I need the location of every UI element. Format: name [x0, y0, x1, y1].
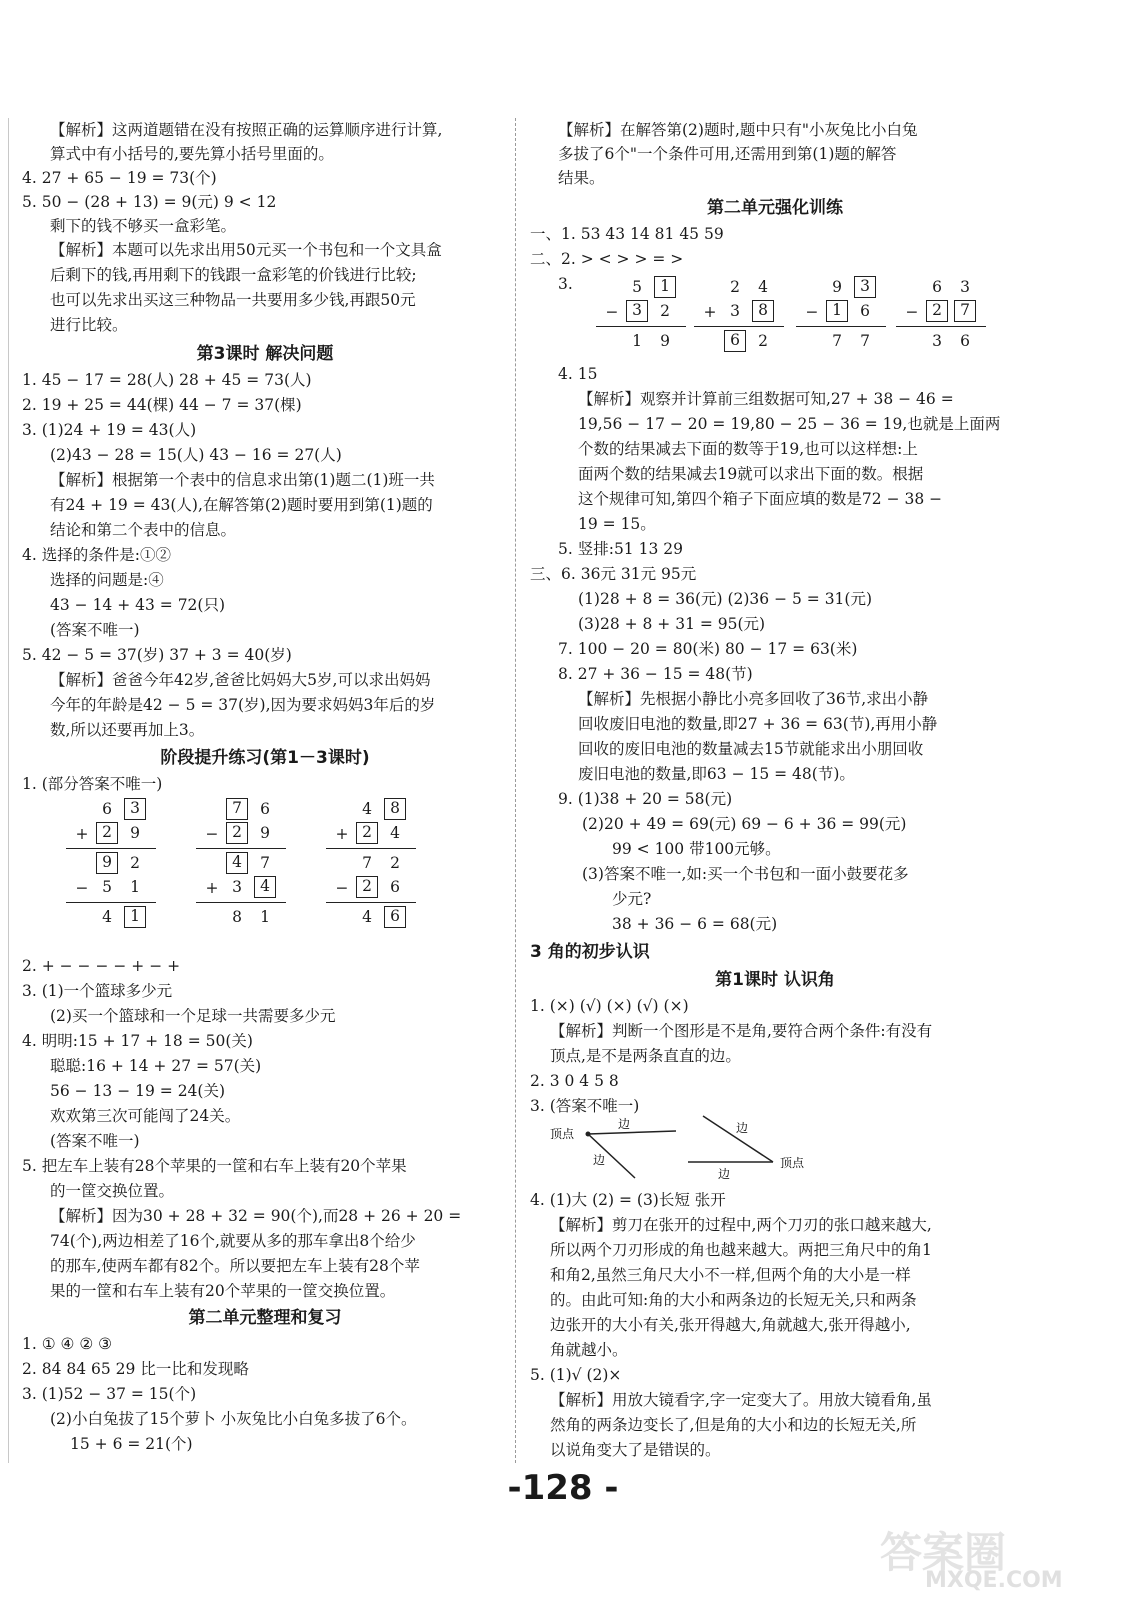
chapter-heading: 3 角的初步认识	[530, 942, 650, 962]
answer-line: 1. (×) (√) (×) (√) (×)	[530, 997, 689, 1015]
filled-digit-box: 1	[654, 276, 676, 298]
analysis-text: 【解析】这两道题错在没有按照正确的运算顺序进行计算,	[50, 121, 443, 139]
digit: 9	[130, 824, 140, 842]
filled-digit-box: 9	[96, 852, 118, 874]
digit: 5	[102, 878, 112, 896]
vertex-label: 顶点	[550, 1127, 575, 1141]
operator-sign: −	[605, 303, 619, 321]
answer-line: 2. + − − − − + − +	[22, 957, 181, 975]
filled-digit-box: 4	[226, 852, 248, 874]
edge-label: 边	[618, 1117, 631, 1131]
answer-line: 56 − 13 − 19 = 24(关)	[50, 1082, 226, 1100]
analysis-text: 74(个),两边相差了16个,就要从多的那车拿出8个给少	[50, 1232, 416, 1250]
digit: 6	[960, 332, 970, 350]
answer-line: 一、1. 53 43 14 81 45 59	[530, 225, 724, 243]
analysis-text: 后剩下的钱,再用剩下的钱跟一盒彩笔的价钱进行比较;	[50, 266, 417, 284]
digit: 3	[932, 332, 942, 350]
calc-rule-line	[326, 902, 416, 903]
answer-line: (答案不唯一)	[50, 621, 140, 639]
analysis-text: 19,56 − 17 − 20 = 19,80 − 25 − 36 = 19,也就是上面两	[578, 415, 1001, 433]
answer-line: (2)20 + 49 = 69(元) 69 − 6 + 36 = 99(元)	[582, 815, 907, 833]
answer-line: (2)小白兔拔了15个萝卜 小灰兔比小白兔多拔了6个。	[50, 1410, 417, 1428]
analysis-text: 回收废旧电池的数量,即27 + 36 = 63(节),再用小静	[578, 715, 938, 733]
answer-line: 43 − 14 + 43 = 72(只)	[50, 596, 226, 614]
vertical-calc-f	[782, 276, 892, 356]
analysis-text: 【解析】用放大镜看字,字一定变大了。用放大镜看角,虽	[550, 1391, 932, 1409]
answer-line: 3. (1)一个篮球多少元	[22, 982, 173, 1000]
calc-rule-line	[694, 326, 784, 327]
analysis-text: 角就越小。	[550, 1341, 628, 1359]
answer-line: 选择的问题是:④	[50, 571, 164, 589]
analysis-text: 个数的结果减去下面的数等于19,也可以这样想:上	[578, 440, 918, 458]
analysis-text: 数,所以还要再加上3。	[50, 721, 205, 739]
filled-digit-box: 8	[752, 300, 774, 322]
answer-line: 5. 把左车上装有28个苹果的一筐和右车上装有20个苹果	[22, 1157, 407, 1175]
operator-sign: +	[703, 303, 717, 321]
digit: 4	[102, 908, 112, 926]
filled-digit-box: 2	[226, 822, 248, 844]
answer-line: 少元?	[612, 890, 652, 908]
answer-line: 1. (部分答案不唯一)	[22, 775, 163, 793]
digit: 7	[832, 332, 842, 350]
digit: 3	[960, 278, 970, 296]
analysis-text: 进行比较。	[50, 316, 128, 334]
filled-digit-box: 6	[384, 906, 406, 928]
answer-line: (1)28 + 8 = 36(元) (2)36 − 5 = 31(元)	[578, 590, 873, 608]
analysis-text: 今年的年龄是42 − 5 = 37(岁),因为要求妈妈3年后的岁	[50, 696, 436, 714]
answer-line: 5. 50 − (28 + 13) = 9(元) 9 < 12	[22, 193, 277, 211]
vertical-calc-b	[182, 798, 312, 948]
answer-line: (答案不唯一)	[50, 1132, 140, 1150]
answer-line: (3)28 + 8 + 31 = 95(元)	[578, 615, 766, 633]
digit: 6	[932, 278, 942, 296]
answer-line: 5. (1)√ (2)×	[530, 1366, 622, 1384]
filled-digit-box: 2	[356, 822, 378, 844]
operator-sign: +	[205, 879, 219, 897]
filled-digit-box: 3	[124, 798, 146, 820]
answer-line: 4. 选择的条件是:①②	[22, 546, 171, 564]
analysis-text: 【解析】观察并计算前三组数据可知,27 + 38 − 46 =	[578, 390, 954, 408]
answer-line: 7. 100 − 20 = 80(米) 80 − 17 = 63(米)	[558, 640, 858, 658]
analysis-text: 【解析】根据第一个表中的信息求出第(1)题二(1)班一共	[50, 471, 435, 489]
answer-line: 4. (1)大 (2) = (3)长短 张开	[530, 1191, 726, 1209]
edge-label: 边	[718, 1167, 731, 1181]
angle-diagram	[548, 1114, 848, 1184]
column-divider	[515, 118, 516, 1463]
analysis-text: 【解析】爸爸今年42岁,爸爸比妈妈大5岁,可以求出妈妈	[50, 671, 431, 689]
answer-line: 3. (1)24 + 19 = 43(人)	[22, 421, 197, 439]
answer-line: 欢欢第三次可能闯了24关。	[50, 1107, 241, 1125]
filled-digit-box: 8	[384, 798, 406, 820]
answer-line: 聪聪:16 + 14 + 27 = 57(关)	[50, 1057, 262, 1075]
calc-rule-line	[196, 848, 286, 849]
analysis-text: 然角的两条边变长了,但是角的大小和边的长短无关,所	[550, 1416, 917, 1434]
page-number: -128 -	[507, 1468, 619, 1508]
digit: 3	[730, 302, 740, 320]
digit: 2	[758, 332, 768, 350]
answer-line: (2)43 − 28 = 15(人) 43 − 16 = 27(人)	[50, 446, 342, 464]
answer-line: 4. 15	[558, 365, 598, 383]
analysis-text: 的那车,使两车都有82个。所以要把左车上装有28个苹	[50, 1257, 420, 1275]
digit: 2	[660, 302, 670, 320]
digit: 6	[102, 800, 112, 818]
answer-line: 4. 27 + 65 − 19 = 73(个)	[22, 169, 217, 187]
vertex-label: 顶点	[780, 1156, 805, 1170]
analysis-text: 回收的废旧电池的数量减去15节就能求出小朋回收	[578, 740, 924, 758]
calc-rule-line	[326, 848, 416, 849]
answer-line: 二、2. > < > > = >	[530, 250, 684, 268]
edge-label: 边	[736, 1121, 749, 1135]
digit: 7	[260, 854, 270, 872]
digit: 4	[758, 278, 768, 296]
answer-line: 三、6. 36元 31元 95元	[530, 565, 697, 583]
analysis-text: 【解析】先根据小静比小亮多回收了36节,求出小静	[578, 690, 929, 708]
filled-digit-box: 6	[724, 330, 746, 352]
answer-line: 2. 3 0 4 5 8	[530, 1072, 619, 1090]
calc-rule-line	[596, 326, 686, 327]
vertical-calc-g	[882, 276, 992, 356]
vertical-calc-c	[312, 798, 442, 948]
analysis-text: 和角2,虽然三角尺大小不一样,但两个角的大小是一样	[550, 1266, 911, 1284]
digit: 3	[232, 878, 242, 896]
calc-rule-line	[196, 902, 286, 903]
analysis-text: 以说角变大了是错误的。	[550, 1441, 721, 1459]
analysis-text: 【解析】本题可以先求出用50元买一个书包和一个文具盒	[50, 241, 442, 259]
lesson-heading: 阶段提升练习(第1－3课时)	[160, 748, 370, 768]
answer-line: (2)买一个篮球和一个足球一共需要多少元	[50, 1007, 336, 1025]
calc-rule-line	[896, 326, 986, 327]
filled-digit-box: 3	[854, 276, 876, 298]
digit: 8	[232, 908, 242, 926]
answer-line: 3. (1)52 − 37 = 15(个)	[22, 1385, 197, 1403]
analysis-text: 【解析】剪刀在张开的过程中,两个刀刃的张口越来越大,	[550, 1216, 932, 1234]
analysis-text: 【解析】在解答第(2)题时,题中只有"小灰兔比小白兔	[558, 121, 918, 139]
lesson-heading: 第1课时 认识角	[715, 970, 835, 990]
answer-line: 4. 明明:15 + 17 + 18 = 50(关)	[22, 1032, 253, 1050]
filled-digit-box: 1	[124, 906, 146, 928]
analysis-text: 结论和第二个表中的信息。	[50, 521, 237, 539]
calc-rule-line	[66, 902, 156, 903]
filled-digit-box: 7	[954, 300, 976, 322]
vertical-calc-a	[52, 798, 182, 948]
filled-digit-box: 1	[826, 300, 848, 322]
analysis-text: 废旧电池的数量,即63 − 15 = 48(节)。	[578, 765, 855, 783]
operator-sign: −	[205, 825, 219, 843]
operator-sign: −	[75, 879, 89, 897]
analysis-text: 面两个数的结果减去19就可以求出下面的数。根据	[578, 465, 924, 483]
analysis-text: 19 = 15。	[578, 515, 656, 533]
digit: 1	[632, 332, 642, 350]
analysis-text: 的。由此可知:角的大小和两条边的长短无关,只和两条	[550, 1291, 917, 1309]
lesson-heading: 第二单元强化训练	[707, 198, 843, 218]
digit: 7	[860, 332, 870, 350]
vertical-calc-e	[680, 276, 790, 356]
digit: 4	[390, 824, 400, 842]
analysis-text: 也可以先求出买这三种物品一共要用多少钱,再跟50元	[50, 291, 416, 309]
answer-line: 15 + 6 = 21(个)	[70, 1435, 193, 1453]
digit: 9	[660, 332, 670, 350]
operator-sign: −	[805, 303, 819, 321]
angle-edge	[588, 1131, 676, 1134]
vertical-calc-d	[582, 276, 692, 356]
vertex-dot	[586, 1132, 591, 1137]
digit: 2	[390, 854, 400, 872]
answer-line: 剩下的钱不够买一盒彩笔。	[50, 217, 237, 235]
answer-line: 99 < 100 带100元够。	[612, 840, 781, 858]
answer-line: 2. 19 + 25 = 44(棵) 44 − 7 = 37(棵)	[22, 396, 302, 414]
watermark-url: MXQE.COM	[925, 1568, 1063, 1593]
answer-line: 算式中有小括号的,要先算小括号里面的。	[50, 145, 334, 163]
filled-digit-box: 2	[96, 822, 118, 844]
analysis-text: 多拔了6个"一个条件可用,还需用到第(1)题的解答	[558, 145, 897, 163]
answer-line: 3. (答案不唯一)	[530, 1097, 640, 1115]
digit: 5	[632, 278, 642, 296]
digit: 9	[832, 278, 842, 296]
filled-digit-box: 4	[254, 876, 276, 898]
analysis-text: 【解析】因为30 + 28 + 32 = 90(个),而28 + 26 + 20 =	[50, 1207, 462, 1225]
digit: 6	[260, 800, 270, 818]
analysis-text: 所以两个刀刃形成的角也越来越大。两把三角尺中的角1	[550, 1241, 932, 1259]
operator-sign: −	[905, 303, 919, 321]
operator-sign: +	[75, 825, 89, 843]
answer-line: (3)答案不唯一,如:买一个书包和一面小鼓要花多	[582, 865, 909, 883]
digit: 6	[860, 302, 870, 320]
analysis-text: 这个规律可知,第四个箱子下面应填的数是72 − 38 −	[578, 490, 943, 508]
filled-digit-box: 3	[626, 300, 648, 322]
digit: 1	[260, 908, 270, 926]
answer-line: 9. (1)38 + 20 = 58(元)	[558, 790, 733, 808]
edge-label: 边	[593, 1153, 606, 1167]
digit: 6	[390, 878, 400, 896]
lesson-heading: 第3课时 解决问题	[196, 344, 334, 364]
analysis-text: 果的一筐和右车上装有20个苹果的一筐交换位置。	[50, 1282, 396, 1300]
answer-line: 3.	[558, 275, 573, 293]
answer-line: 的一筐交换位置。	[50, 1182, 175, 1200]
digit: 2	[730, 278, 740, 296]
operator-sign: +	[335, 825, 349, 843]
answer-line: 1. ① ④ ② ③	[22, 1335, 113, 1353]
lesson-heading: 第二单元整理和复习	[188, 1308, 342, 1328]
analysis-text: 顶点,是不是两条直直的边。	[550, 1047, 741, 1065]
analysis-text: 【解析】判断一个图形是不是角,要符合两个条件:有没有	[550, 1022, 933, 1040]
filled-digit-box: 7	[226, 798, 248, 820]
digit: 1	[130, 878, 140, 896]
watermark-logo: 答案圈	[880, 1528, 1007, 1577]
digit: 2	[130, 854, 140, 872]
digit: 4	[362, 908, 372, 926]
left-margin-rule	[8, 118, 9, 1463]
analysis-text: 边张开的大小有关,张开得越大,角就越大,张开得越小,	[550, 1316, 911, 1334]
calc-rule-line	[796, 326, 886, 327]
answer-line: 8. 27 + 36 − 15 = 48(节)	[558, 665, 753, 683]
analysis-text: 有24 + 19 = 43(人),在解答第(2)题时要用到第(1)题的	[50, 496, 433, 514]
calc-rule-line	[66, 848, 156, 849]
answer-line: 5. 竖排:51 13 29	[558, 540, 683, 558]
digit: 4	[362, 800, 372, 818]
analysis-text: 结果。	[558, 169, 605, 187]
answer-line: 1. 45 − 17 = 28(人) 28 + 45 = 73(人)	[22, 371, 312, 389]
digit: 7	[362, 854, 372, 872]
answer-line: 5. 42 − 5 = 37(岁) 37 + 3 = 40(岁)	[22, 646, 292, 664]
filled-digit-box: 2	[926, 300, 948, 322]
answer-line: 2. 84 84 65 29 比一比和发现略	[22, 1360, 249, 1378]
digit: 9	[260, 824, 270, 842]
operator-sign: −	[335, 879, 349, 897]
answer-line: 38 + 36 − 6 = 68(元)	[612, 915, 778, 933]
filled-digit-box: 2	[356, 876, 378, 898]
